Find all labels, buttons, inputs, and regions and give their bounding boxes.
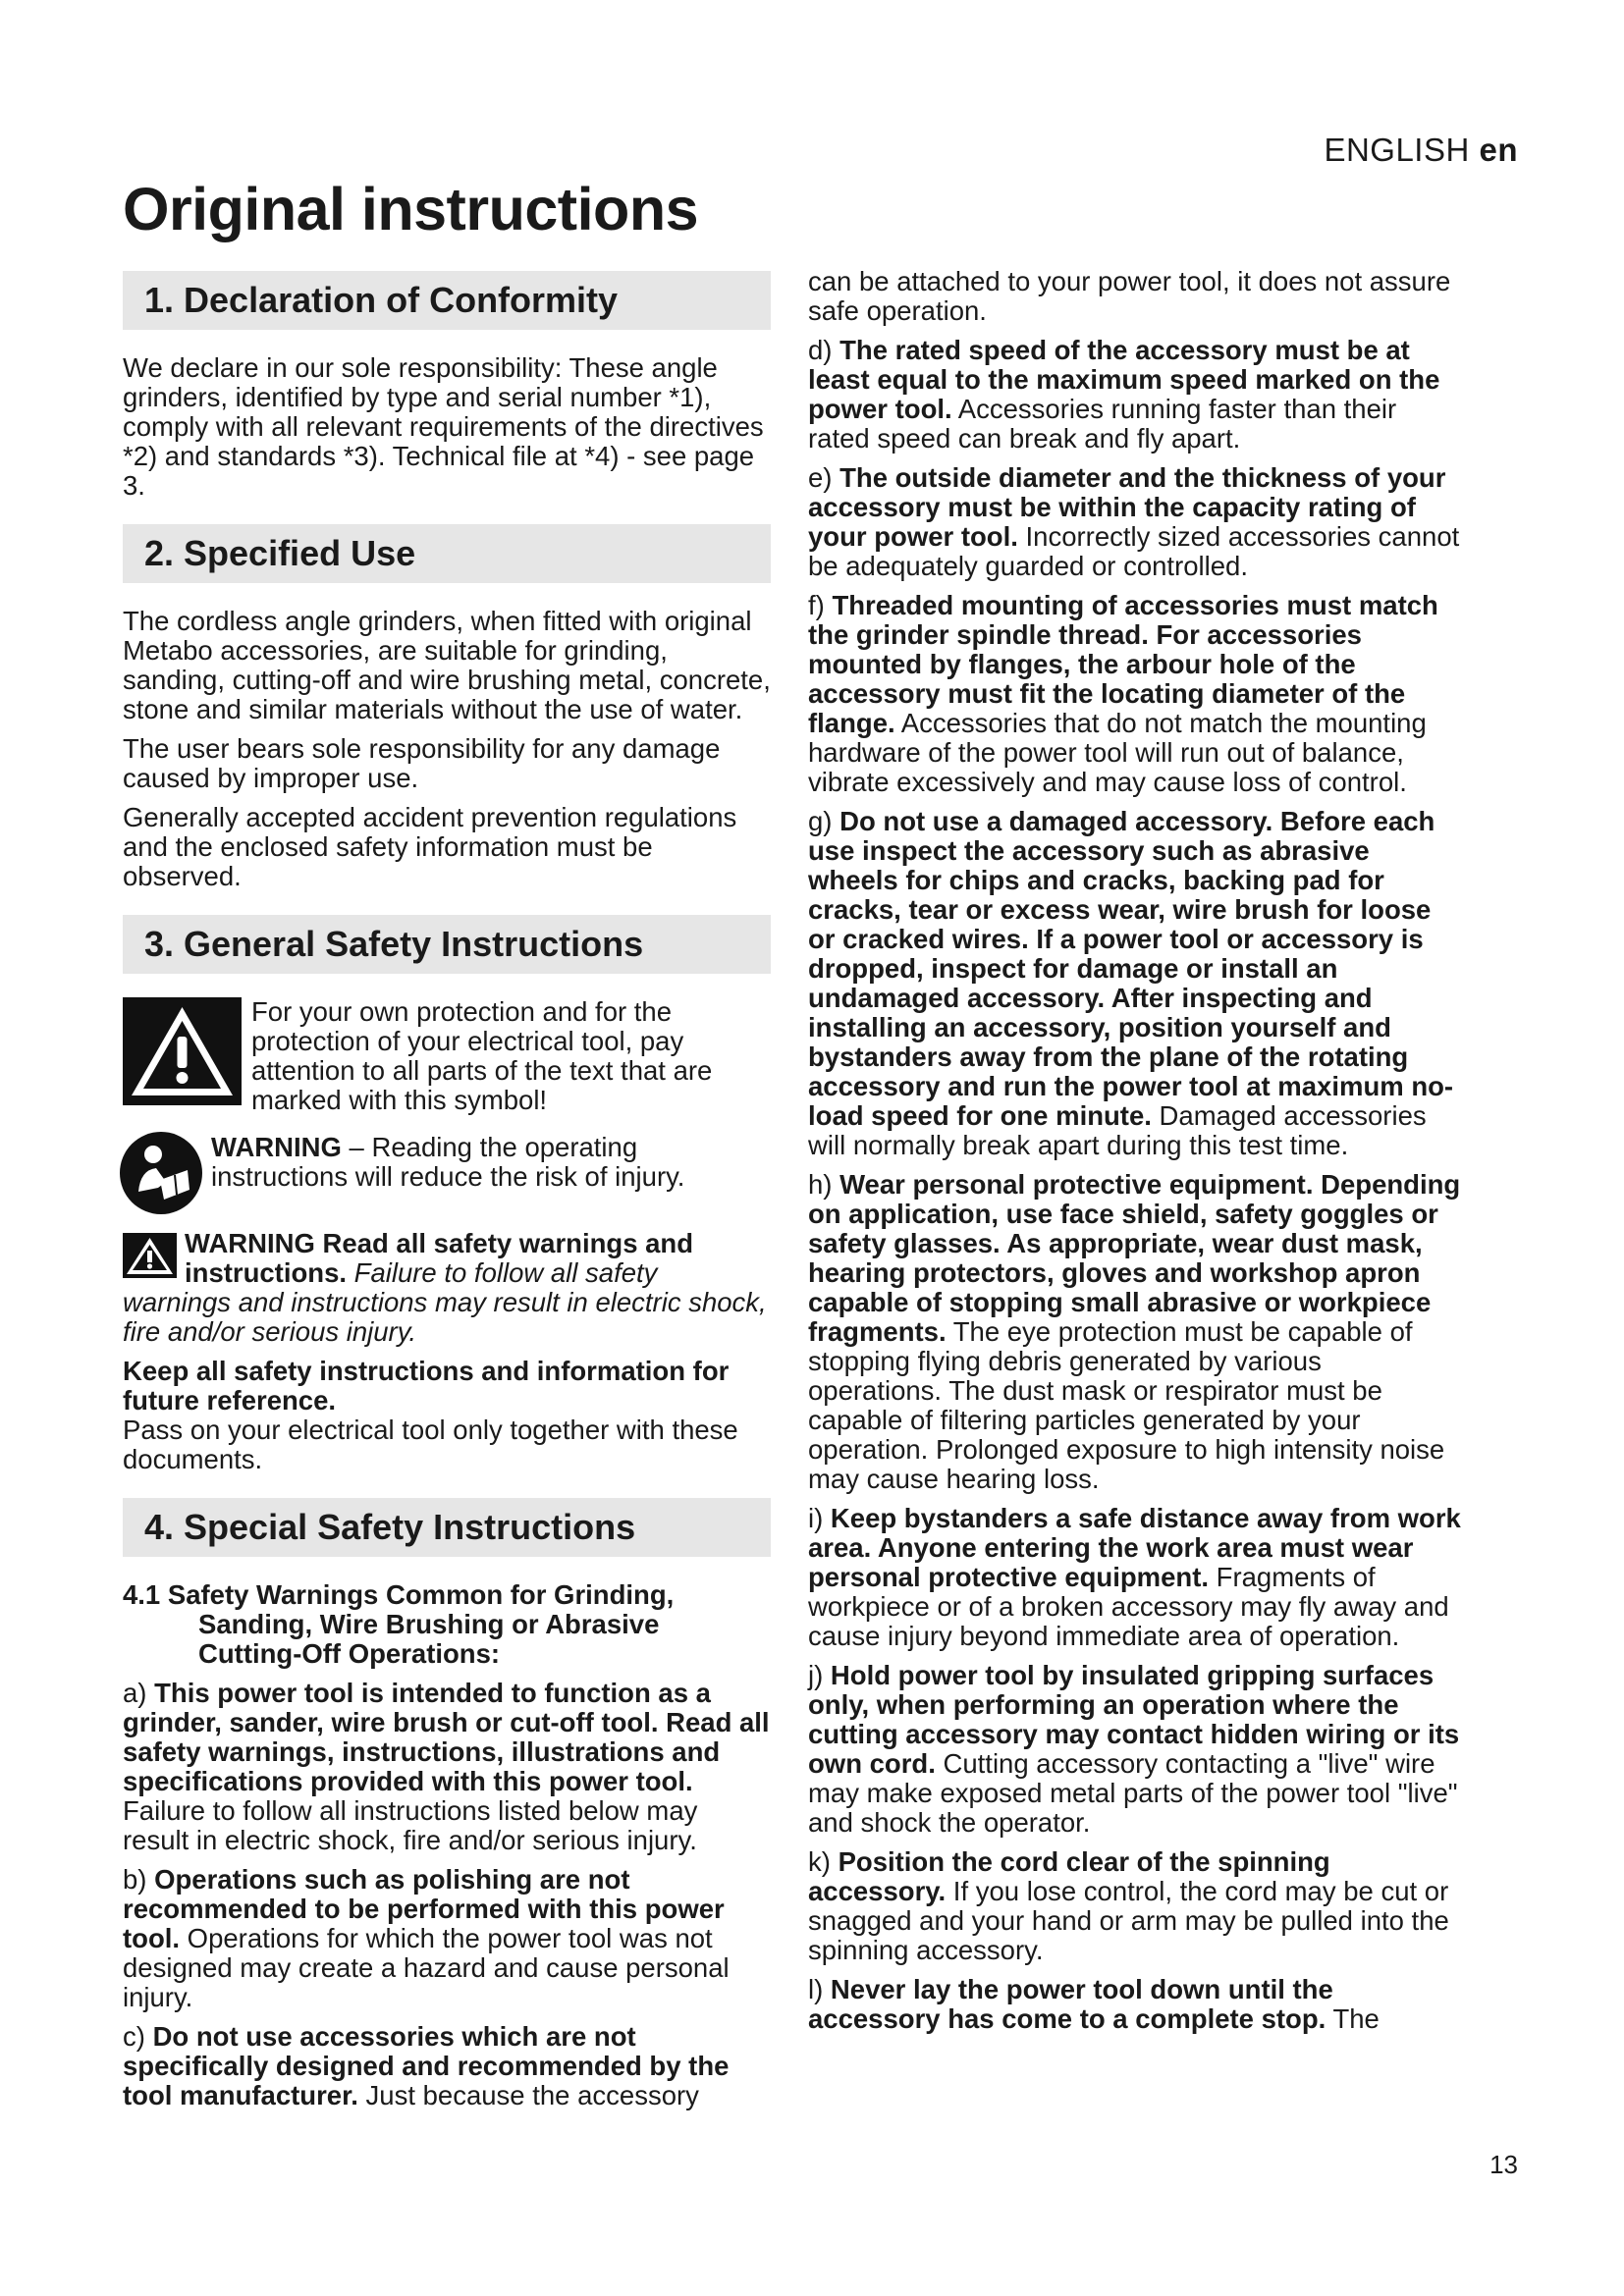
item-bold: Wear personal protective equipment. Depending on application, use face shield, safety goggles or safety glasses. As appropriate, wear dust mask, hearing protectors, gloves and workshop apron capable of stopping small abrasive or workpiece fragments. bbox=[808, 1169, 1461, 1347]
item-letter: i) bbox=[808, 1503, 824, 1533]
read-manual-icon bbox=[119, 1131, 203, 1215]
warning-triangle-icon bbox=[123, 997, 242, 1105]
instruction-item-b bbox=[123, 1865, 771, 2012]
item-letter: h) bbox=[808, 1169, 833, 1200]
specified-use-p1: The cordless angle grinders, when fitted with original Metabo accessories, are suitable for grinding, sanding, cutting-off and wire brushing metal, concrete, stone and similar materials without the use of water. bbox=[123, 606, 771, 724]
section-heading-specified-use: 2. Specified Use bbox=[123, 524, 771, 583]
item-text: Accessories that do not match the mounting hardware of the power tool will run out of balance, vibrate excessively and may cause loss of control. bbox=[808, 708, 1427, 797]
item-letter: b) bbox=[123, 1864, 147, 1895]
instruction-item-f bbox=[808, 591, 1461, 797]
instruction-item-e bbox=[808, 463, 1461, 581]
item-bold: The outside diameter and the thickness of your accessory must be within the capacity rating of your power tool. bbox=[808, 462, 1446, 552]
warning-all-safety bbox=[123, 1229, 771, 1347]
item-text: Incorrectly sized accessories cannot be adequately guarded or controlled. bbox=[808, 521, 1460, 581]
continuation-text: can be attached to your power tool, it does not assure safe operation. bbox=[808, 266, 1451, 326]
language-code: en bbox=[1479, 132, 1518, 168]
item-text: Failure to follow all instructions listed below may result in electric shock, fire and/or serious injury. bbox=[123, 1795, 698, 1855]
declaration-text: We declare in our sole responsibility: These angle grinders, identified by type and serial number *1), comply with all relevant requirements of the directives *2) and standards *3). Technical file at *4) - see page 3. bbox=[123, 352, 764, 501]
item-bold: Do not use a damaged accessory. Before each use inspect the accessory such as abrasive wheels for chips and cracks, backing pad for cracks, tear or excess wear, wire brush for loose or cracked wires. If a power tool or accessory is dropped, inspect for damage or install an undamaged accessory. After inspecting and installing an accessory, position yourself and bystanders away from the plane of the rotating accessory and run the power tool at maximum no-load speed for one minute. bbox=[808, 806, 1454, 1131]
item-letter: j) bbox=[808, 1660, 824, 1690]
item-bold: This power tool is intended to function as a grinder, sander, wire brush or cut-off tool. Read all safety warnings, instructions, illustrations and specifications provided with this power tool. bbox=[123, 1678, 770, 1796]
item-bold: Do not use accessories which are not specifically designed and recommended by the tool manufacturer. bbox=[123, 2021, 730, 2110]
item-letter: g) bbox=[808, 806, 833, 836]
warning-read-sentence: – Reading the operating instructions will reduce the risk of injury. bbox=[211, 1132, 685, 1192]
instruction-item-l bbox=[808, 1975, 1461, 2034]
left-column bbox=[123, 271, 771, 2120]
section-heading-declaration: 1. Declaration of Conformity bbox=[123, 271, 771, 330]
instruction-item-a bbox=[123, 1679, 771, 1855]
page-title: Original instructions bbox=[123, 176, 699, 242]
subsection-title-line-1: Safety Warnings Common for Grinding, bbox=[167, 1579, 675, 1610]
item-text: The eye protection must be capable of stopping flying debris generated by various operations. The dust mask or respirator must be capable of filtering particles generated by your operation. Prolonged exposure to high intensity noise may cause hearing loss. bbox=[808, 1316, 1445, 1494]
language-label bbox=[1324, 132, 1518, 169]
pass-on-text: Pass on your electrical tool only together with these documents. bbox=[123, 1415, 738, 1474]
instruction-item-i bbox=[808, 1504, 1461, 1651]
warning-all-bold: WARNING Read all safety warnings and instructions. bbox=[185, 1228, 694, 1288]
warning-all-italic: Failure to follow all safety warnings and instructions may result in electric shock, fire and/or serious injury. bbox=[123, 1257, 767, 1347]
instruction-item-g bbox=[808, 807, 1461, 1160]
item-text: Damaged accessories will normally break apart during this test time. bbox=[808, 1100, 1427, 1160]
language-name: ENGLISH bbox=[1324, 132, 1470, 168]
right-column bbox=[808, 267, 1461, 2044]
keep-instructions-bold: Keep all safety instructions and information for future reference. bbox=[123, 1356, 730, 1415]
subsection-title-line-2: Sanding, Wire Brushing or Abrasive bbox=[198, 1609, 660, 1639]
page-number: 13 bbox=[1489, 2150, 1518, 2179]
item-text: The bbox=[1326, 2003, 1380, 2034]
item-letter: d) bbox=[808, 335, 833, 365]
warning-read-text bbox=[211, 1133, 771, 1192]
item-bold: Threaded mounting of accessories must match the grinder spindle thread. For accessories mounted by flanges, the arbour hole of the accessory must fit the locating diameter of the flange. bbox=[808, 590, 1438, 738]
section-heading-special-safety: 4. Special Safety Instructions bbox=[123, 1498, 771, 1557]
item-bold: Never lay the power tool down until the accessory has come to a complete stop. bbox=[808, 1974, 1333, 2034]
warning-label: WARNING bbox=[211, 1132, 342, 1162]
warning-read-block bbox=[123, 1131, 771, 1215]
item-text: Fragments of workpiece or of a broken accessory may fly away and cause injury beyond immediate area of operation. bbox=[808, 1562, 1449, 1651]
item-bold: Hold power tool by insulated gripping surfaces only, when performing an operation where the cutting accessory may contact hidden wiring or its own cord. bbox=[808, 1660, 1460, 1779]
symbol-note-block bbox=[123, 997, 771, 1115]
item-letter: c) bbox=[123, 2021, 145, 2052]
keep-instructions bbox=[123, 1357, 771, 1415]
instruction-item-d bbox=[808, 336, 1461, 454]
item-letter: e) bbox=[808, 462, 833, 493]
subsection-title-line-3: Cutting-Off Operations: bbox=[198, 1638, 501, 1669]
instruction-item-h bbox=[808, 1170, 1461, 1494]
item-text: Just because the accessory bbox=[357, 2080, 699, 2110]
section-heading-general-safety: 3. General Safety Instructions bbox=[123, 915, 771, 974]
item-text: If you lose control, the cord may be cut or snagged and your hand or arm may be pulled into the spinning accessory. bbox=[808, 1876, 1449, 1965]
warning-triangle-small-icon bbox=[123, 1233, 177, 1278]
item-bold: Operations such as polishing are not recommended to be performed with this power tool. bbox=[123, 1864, 725, 1953]
item-text: Operations for which the power tool was not designed may create a hazard and cause personal injury. bbox=[123, 1923, 730, 2012]
item-letter: k) bbox=[808, 1846, 831, 1877]
item-text: Cutting accessory contacting a "live" wire may make exposed metal parts of the power tool "live" and shock the operator. bbox=[808, 1748, 1458, 1838]
subsection-heading-4-1 bbox=[123, 1580, 771, 1669]
specified-use-p2: The user bears sole responsibility for any damage caused by improper use. bbox=[123, 733, 721, 793]
item-bold: Keep bystanders a safe distance away from work area. Anyone entering the work area must wear personal protective equipment. bbox=[808, 1503, 1461, 1592]
instruction-item-k bbox=[808, 1847, 1461, 1965]
item-letter: a) bbox=[123, 1678, 147, 1708]
item-text: Accessories running faster than their rated speed can break and fly apart. bbox=[808, 394, 1397, 454]
instruction-item-j bbox=[808, 1661, 1461, 1838]
instruction-item-c bbox=[123, 2022, 771, 2110]
symbol-note-text: For your own protection and for the protection of your electrical tool, pay attention to all parts of the text that are marked with this symbol! bbox=[251, 996, 713, 1115]
item-bold: Position the cord clear of the spinning accessory. bbox=[808, 1846, 1330, 1906]
item-letter: f) bbox=[808, 590, 825, 620]
item-bold: The rated speed of the accessory must be at least equal to the maximum speed marked on the power tool. bbox=[808, 335, 1440, 424]
specified-use-p3: Generally accepted accident prevention regulations and the enclosed safety information must be observed. bbox=[123, 802, 737, 891]
subsection-number: 4.1 bbox=[123, 1579, 161, 1610]
item-letter: l) bbox=[808, 1974, 824, 2004]
